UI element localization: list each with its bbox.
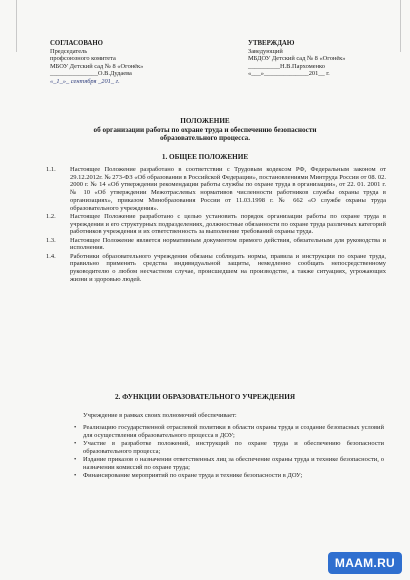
item-text: Работники образовательного учреждения обязаны соблюдать нормы, правила и инструкции по охране труда, правильно применять средства индивидуальной защиты, немедленно сообщать непосредственному руководителю о любом несчастном случае, происшедшем на производстве, а также ситуациях, угрожающих жизни и здоровью людей.: [70, 252, 386, 283]
fold-mark: [16, 0, 17, 52]
approval-line: Председатель: [50, 47, 88, 55]
item-number: 1.2.: [46, 212, 56, 220]
signature-line: __________Н.В.Пархоменко: [248, 62, 325, 70]
bullet-icon: •: [74, 472, 77, 479]
section-heading: 1. ОБЩЕЕ ПОЛОЖЕНИЕ: [161, 153, 249, 161]
list-item: [74, 456, 384, 471]
item-number: 1.4.: [46, 252, 56, 260]
approve-caption: УТВЕРЖДАЮ: [248, 40, 295, 47]
section-intro: Учреждение в рамках своих полномочий обеспечивает:: [83, 412, 237, 419]
document-title: [30, 117, 380, 143]
item-text: Настоящее Положение разработано с целью установить порядок организации работы по охране труда в учреждении и его структурных подразделениях, должностные обязанности по охране труда различных категорий работников учреждения и их ответственность за выполнение требований охраны труда.: [70, 212, 386, 236]
bullet-icon: •: [74, 456, 77, 463]
item-text: Финансирование мероприятий по охране труда и технике безопасности в ДОУ;: [83, 472, 303, 479]
bullet-icon: •: [74, 424, 77, 431]
item-text: Настоящее Положение является нормативным документом прямого действия, обязательным для руководства и исполнения.: [70, 236, 386, 252]
approval-line: МБОУ Детский сад № 8 «Огонёк»: [50, 62, 144, 70]
section1-items: [46, 166, 386, 284]
bullet-icon: •: [74, 440, 77, 447]
section-heading: 2. ФУНКЦИИ ОБРАЗОВАТЕЛЬНОГО УЧРЕЖДЕНИЯ: [114, 393, 296, 401]
item-text: Издание приказов о назначении ответственных лиц за обеспечение охраны труда и технике безопасности, о назначении комиссий по охране труда;: [83, 456, 384, 471]
item-number: 1.1.: [46, 166, 56, 173]
item-number: 1.3.: [46, 236, 56, 244]
approval-block-right: [248, 40, 378, 78]
fold-mark: [400, 0, 401, 52]
list-item: [74, 440, 384, 455]
agreed-caption: СОГЛАСОВАНО: [50, 40, 103, 47]
date-line: «_1_»_ сентября _201_ г.: [50, 77, 120, 85]
list-item: [46, 237, 386, 252]
approval-line: профсоюзного комитета: [50, 55, 116, 63]
site-watermark: MAAM.RU: [328, 552, 402, 574]
approval-line: Заведующий: [248, 47, 283, 55]
list-item: [46, 213, 386, 236]
list-item: [46, 166, 386, 212]
signature-line: _______________О.В.Дудаева: [50, 70, 132, 78]
approval-block-left: [50, 40, 200, 86]
title-line: об организации работы по охране труда и обеспечению безопасности: [93, 125, 317, 134]
approval-line: МБДОУ Детский сад № 8 «Огонёк»: [248, 55, 346, 63]
section2-bullets: [74, 424, 384, 480]
title-line: ПОЛОЖЕНИЕ: [180, 117, 230, 125]
item-text: Настоящее Положение разработано в соответствии с Трудовым кодексом РФ, Федеральным законом от 29.12.2012г. № 273-ФЗ «Об образовании в Российской Федерации», постановлениями Минтруда России от 08. 02. 2000 г. № 14 «Об утверждении рекомендации работы службы по охране труда в организации», от 22. 01. 2001 г. № 10 «Об утверждении Межотраслевых нормативов численности работников службы охраны труда в организациях», приказом Минобразования России от 11.03.1998 г. № 662 «О службе охраны труда образовательного учреждения».: [70, 166, 386, 212]
list-item: [74, 424, 384, 439]
title-line: образовательного процесса.: [159, 134, 251, 143]
item-text: Реализацию государственной отраслевой политики в области охраны труда и создание безопасных условий для осуществления образовательного процесса в ДОУ;: [83, 424, 384, 439]
list-item: [46, 253, 386, 284]
date-line: «___»______________201__ г.: [248, 70, 330, 78]
list-item: [74, 472, 384, 480]
item-text: Участие в разработке положений, инструкций по охране труда и обеспечению безопасности образовательного процесса;: [83, 440, 384, 455]
